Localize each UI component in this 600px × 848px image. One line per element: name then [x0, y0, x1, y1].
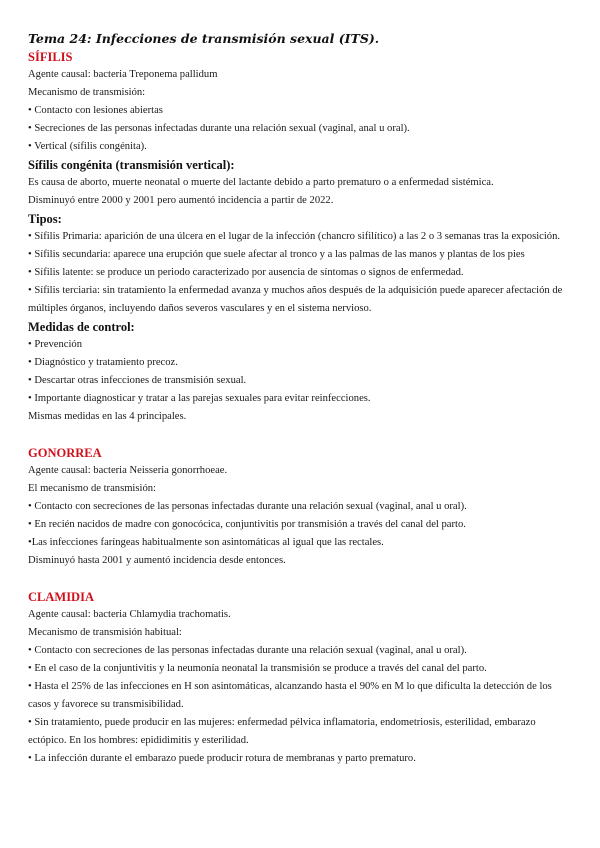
list-item: • Diagnóstico y tratamiento precoz. [28, 357, 178, 368]
list-item: • En recién nacidos de madre con gonocócica, conjuntivitis por transmisión a través del canal del parto. [28, 519, 466, 530]
list-item: • Prevención [28, 339, 83, 350]
section-clamidia [28, 588, 572, 768]
list-item: • Vertical (sífilis congénita). [28, 141, 147, 152]
section-spacer [28, 570, 572, 588]
text-line: Agente causal: bacteria Neisseria gonorrhoeae. [28, 465, 228, 476]
list-item: • Sífilis latente: se produce un periodo caracterizado por ausencia de síntomas o signos de enfermedad. [28, 267, 464, 278]
section-heading-gonorrea: GONORREA [28, 446, 102, 460]
text-line: Disminuyó hasta 2001 y aumentó incidencia desde entonces. [28, 555, 286, 566]
list-item: • Contacto con secreciones de las personas infectadas durante una relación sexual (vaginal, anal u oral). [28, 501, 467, 512]
text-line: Agente causal: bacteria Chlamydia trachomatis. [28, 609, 231, 620]
text-line: Mecanismo de transmisión: [28, 87, 146, 98]
subheading-medidas-control: Medidas de control: [28, 320, 135, 334]
list-item: • Sífilis Primaria: aparición de una úlcera en el lugar de la infección (chancro sifilítico) a las 2 o 3 semanas tras la exposición. [28, 231, 561, 242]
text-line: Mecanismo de transmisión habitual: [28, 627, 182, 638]
section-sifilis [28, 48, 572, 426]
text-line: Mismas medidas en las 4 principales. [28, 411, 187, 422]
list-item: •Las infecciones faríngeas habitualmente son asintomáticas al igual que las rectales. [28, 537, 384, 548]
text-line: Agente causal: bacteria Treponema pallidum [28, 69, 218, 80]
list-item: • Sífilis terciaria: sin tratamiento la enfermedad avanza y muchos años después de la adquisición puede aparecer afectación de múltiples órganos, incluyendo daños severos vasculares y en el sistema nervioso. [28, 285, 563, 314]
list-item: • Hasta el 25% de las infecciones en H son asintomáticas, alcanzando hasta el 90% en M lo que dificulta la detección de los casos y favorece su transmisibilidad. [28, 681, 552, 710]
list-item: • Sífilis secundaria: aparece una erupción que suele afectar al tronco y a las palmas de las manos y plantas de los pies [28, 249, 525, 260]
section-gonorrea [28, 444, 572, 570]
list-item: • Contacto con secreciones de las personas infectadas durante una relación sexual (vaginal, anal u oral). [28, 645, 467, 656]
list-item: • En el caso de la conjuntivitis y la neumonía neonatal la transmisión se produce a través del canal del parto. [28, 663, 487, 674]
section-heading-clamidia: CLAMIDIA [28, 590, 94, 604]
text-line: El mecanismo de transmisión: [28, 483, 156, 494]
list-item: • Secreciones de las personas infectadas durante una relación sexual (vaginal, anal u oral). [28, 123, 410, 134]
list-item: • Descartar otras infecciones de transmisión sexual. [28, 375, 247, 386]
subheading-tipos: Tipos: [28, 212, 62, 226]
section-spacer [28, 426, 572, 444]
section-heading-sifilis: SÍFILIS [28, 50, 73, 64]
text-line: Disminuyó entre 2000 y 2001 pero aumentó incidencia a partir de 2022. [28, 195, 334, 206]
list-item: • Contacto con lesiones abiertas [28, 105, 163, 116]
list-item: • Sin tratamiento, puede producir en las mujeres: enfermedad pélvica inflamatoria, endometriosis, esterilidad, embarazo ectópico. En los hombres: epididimitis y esterilidad. [28, 717, 536, 746]
list-item: • Importante diagnosticar y tratar a las parejas sexuales para evitar reinfecciones. [28, 393, 371, 404]
list-item: • La infección durante el embarazo puede producir rotura de membranas y parto prematuro. [28, 753, 416, 764]
document-title: Tema 24: Infecciones de transmisión sexual (ITS). [28, 31, 380, 46]
subheading-sifilis-congenita: Sífilis congénita (transmisión vertical): [28, 158, 235, 172]
text-line: Es causa de aborto, muerte neonatal o muerte del lactante debido a parto prematuro o a enfermedad sistémica. [28, 177, 494, 188]
